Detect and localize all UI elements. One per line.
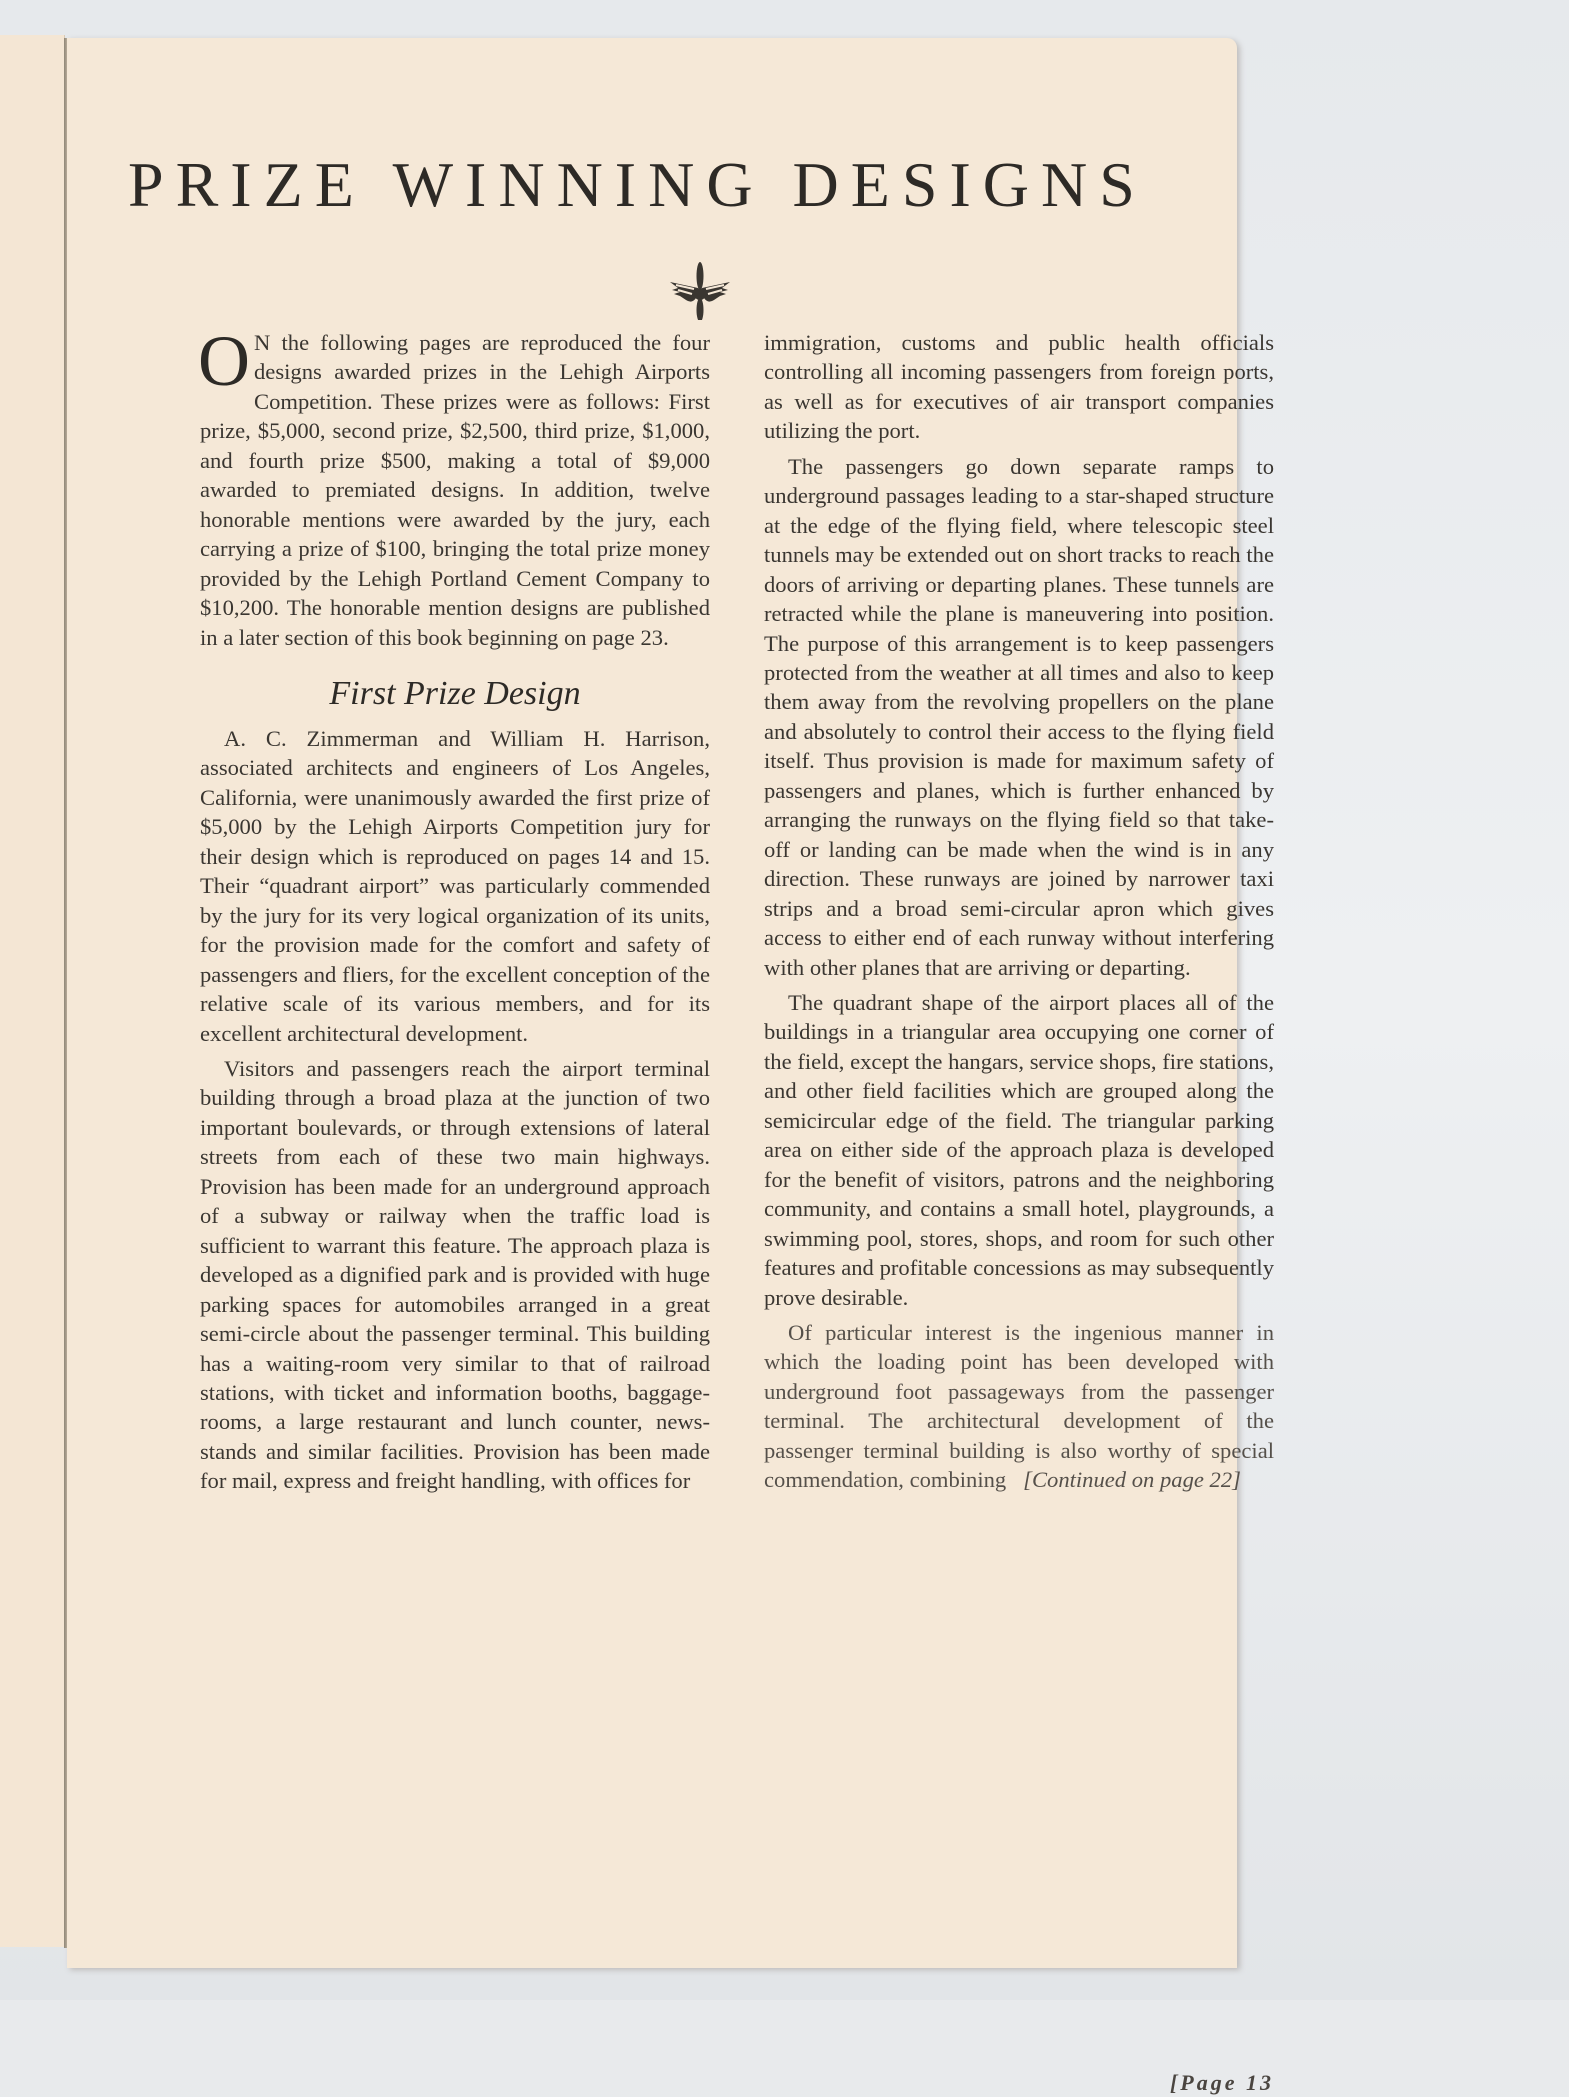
winged-propeller-icon	[600, 258, 800, 320]
paragraph: The passengers go down separate ramps to underground passages leading to a star-shaped structure at the edge of the flying field, where telescopic steel tunnels may be extended out on short tracks to reach the doors of arriving or departing planes. These tunnels are retracted while the plane is maneuvering into position. The purpose of this arrangement is to keep passengers protected from the weather at all times and also to keep them away from the revolving propellers on the plane and absolutely to control their access to the flying field itself. Thus provision is made for maximum safety of passengers and planes, which is further enhanced by arranging the runways on the flying field so that take-off or landing can be made when the wind is in any direction. These runways are joined by narrower taxi strips and a broad semi-circular apron which gives access to either end of each runway without interfering with other planes that are arriving or departing.	[764, 453, 1274, 980]
propeller-blade-icon	[697, 262, 704, 290]
facing-page-edge	[0, 35, 65, 1947]
page-number: [Page 13	[1169, 2070, 1274, 2095]
page-title: PRIZE WINNING DESIGNS	[128, 149, 1147, 220]
intro-paragraph: O N the following pages are reproduced the four designs awarded prizes in the Lehigh Airports Competition. These prizes were as follows: First prize, $5,000, second prize, $2,500, third prize, $1,000, and fourth prize $500, making a total of $9,000 awarded to premiated designs. In addition, twelve honorable mentions were awarded by the jury, each carrying a prize of $100, bringing the total prize money provided by the Lehigh Portland Cement Company to $10,200. The honorable mention designs are published in a later section of this book beginning on page 23.	[198, 321, 710, 650]
paragraph: The quadrant shape of the airport places all of the buildings in a triangular area occupying one corner of the field, except the hangars, service shops, fire stations, and other field facilities which are grouped along the semicircular edge of the field. The triangular parking area on either side of the approach plaza is developed for the benefit of visitors, patrons and the neighboring community, and contains a small hotel, playgrounds, a swimming pool, stores, shops, and room for such other features and profitable concessions as may subsequently prove desirable.	[764, 989, 1274, 1310]
continued-note: [Continued on page 22]	[1023, 1467, 1241, 1493]
paragraph: A. C. Zimmerman and William H. Harrison, associated architects and engineers of Los Angeles, California, were unanimously awarded the first prize of $5,000 by the Lehigh Airports Competition jury for their design which is reproduced on pages 14 and 15. Their “quadrant airport” was particularly commended by the jury for its very logical organization of its units, for the provision made for the comfort and safety of passengers and fliers, for the excellent conception of the relative scale of its various members, and for its excellent architectural development.	[200, 725, 710, 1046]
right-column	[764, 328, 1274, 2095]
drop-cap: O	[198, 321, 250, 401]
section-heading: First Prize Design	[329, 674, 581, 712]
paragraph: immigration, customs and public health officials controlling all incoming passengers from foreign ports, as well as for executives of air transport companies utilizing the port.	[764, 330, 1274, 444]
left-column	[198, 321, 710, 1502]
paragraph: Of particular interest is the ingenious manner in which the loading point has been developed with underground foot passageways from the passenger terminal. The architectural development of the passenger terminal building is also worthy of special commendation, combining [Continued on page 22]	[764, 1319, 1274, 1493]
paragraph: Visitors and passengers reach the airport terminal building through a broad plaza at the junction of two important boulevards, or through extensions of lateral streets from each of these two main highways. Provision has been made for an underground approach of a subway or railway when the traffic load is sufficient to warrant this feature. The approach plaza is developed as a dignified park and is provided with huge parking spaces for automobiles arranged in a great semi-circle about the passenger terminal. This building has a waiting-room very similar to that of railroad stations, with ticket and information booths, baggage-rooms, a large restaurant and lunch counter, news-stands and similar facilities. Provision has been made for mail, express and freight handling, with offices for	[200, 1055, 710, 1494]
